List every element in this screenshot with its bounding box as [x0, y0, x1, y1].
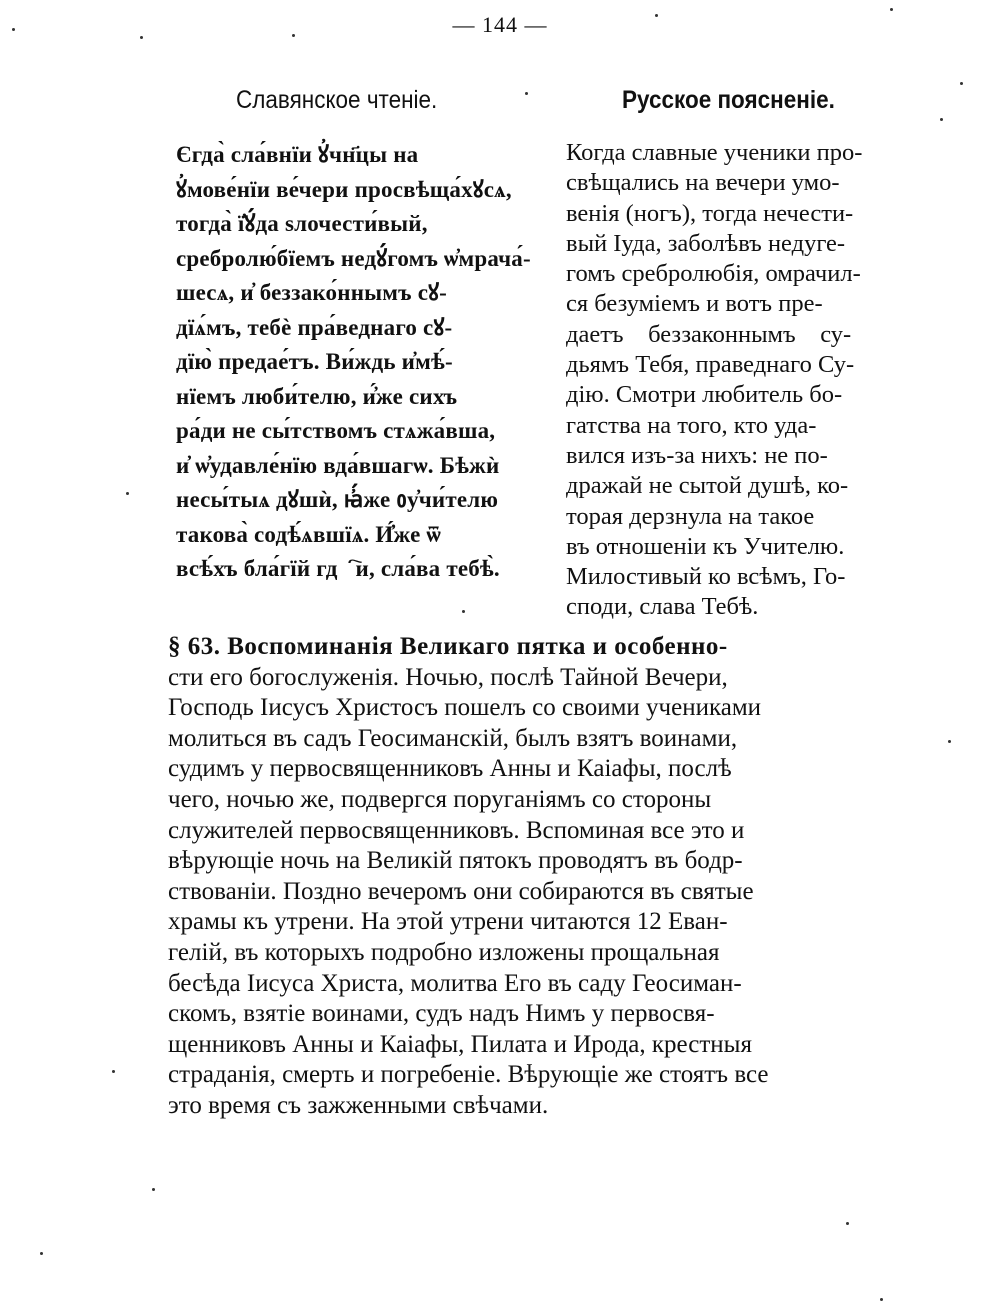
section-line: гелій, въ которыхъ подробно изложены прощальная: [168, 938, 720, 966]
section-line: скомъ, взятіе воинами, судъ надъ Нимъ у первосвя-: [168, 1000, 715, 1028]
slavonic-line: нїемъ люби́телю, и҆́же сихъ: [176, 383, 458, 409]
russian-line: дію. Смотри любитель бо-: [566, 381, 843, 409]
russian-line: свѣщались на вечери умо-: [566, 169, 840, 197]
russian-line: Милостивый ко всѣмъ, Го-: [566, 563, 846, 591]
section-line: служителей первосвященниковъ. Вспоминая все это и: [168, 816, 745, 844]
section-line: чего, ночью же, подвергся поруганіямъ со стороны: [168, 785, 712, 813]
scan-speck: [462, 610, 465, 613]
slavonic-line: шесѧ, и҆ беззако́ннымъ сꙋ-: [176, 280, 447, 305]
scan-speck: [126, 492, 129, 495]
section-line: бесѣда Іисуса Христа, молитва Его въ саду Геосиман-: [168, 969, 742, 997]
slavonic-line: дїю̀ предае́тъ. Ви́ждь и҆мѣ́-: [176, 349, 453, 374]
slavonic-line: ра́ди не сы́тствомъ стѧжа́вша,: [176, 418, 496, 443]
slavonic-line: тогда̀ ї҆ꙋ́да ѕлочести́вый,: [176, 211, 428, 236]
scan-speck: [960, 82, 963, 85]
section-line: страданія, смерть и погребеніе. Вѣрующіе же стоятъ все: [168, 1061, 769, 1089]
slavonic-line: несы́тыѧ дꙋшѝ, ꙗ҆́же ᲂу҆чи́телю: [176, 487, 499, 512]
page-number: — 144 —: [452, 12, 548, 37]
section-line: ствованіи. Поздно вечеромъ они собираются въ святые: [168, 877, 754, 905]
russian-line: въ отношеніи къ Учителю.: [566, 532, 845, 560]
scan-speck: [940, 118, 943, 121]
scan-speck: [112, 1070, 115, 1073]
russian-line: дражай не сытой душѣ, ко-: [566, 472, 849, 500]
section-line: щенниковъ Анны и Каіафы, Пилата и Ирода, крестныя: [168, 1030, 752, 1058]
slavonic-line: такова̀ содѣ́ѧвшїѧ. И҆́же ѿ: [176, 521, 441, 547]
scan-speck: [948, 740, 951, 743]
slavonic-line: Єгда̀ сла́внїи ꙋ҆чн҃цы на: [176, 142, 419, 167]
russian-line: даетъ беззаконнымъ су-: [566, 320, 852, 348]
slavonic-text: [176, 138, 531, 587]
section-line: молиться въ садъ Геосиманскій, былъ взятъ воинами,: [168, 724, 738, 752]
slavonic-line: и҆ ѡ҆удавле́нїю вда́вшагѡ. Бѣжѝ: [176, 452, 500, 478]
slavonic-line: всѣ́хъ бла́гїй гдⷭ҇и, сла́ва тебѣ̀.: [176, 556, 500, 581]
scan-speck: [655, 14, 658, 17]
russian-line: венія (ногъ), тогда нечести-: [566, 199, 854, 227]
russian-line: торая дерзнула на такое: [566, 502, 815, 530]
section-63: [168, 632, 769, 1122]
slavonic-line: дїѧ́мъ, тебѐ пра́веднаго сꙋ-: [176, 314, 453, 340]
scan-speck: [880, 1298, 883, 1301]
russian-line: гомъ сребролюбія, омрачил-: [566, 260, 861, 288]
scan-speck: [152, 1188, 155, 1191]
section-line: это время съ зажженными свѣчами.: [168, 1091, 549, 1119]
russian-line: споди, слава Тебѣ.: [566, 593, 759, 621]
russian-line: вился изъ-за нихъ: не по-: [566, 441, 828, 469]
scan-speck: [846, 1222, 849, 1225]
section-title: § 63. Воспоминанія Великаго пятка и особенно-: [168, 633, 728, 660]
scan-speck: [12, 28, 15, 31]
slavonic-line: сребролю́бїемъ недꙋ́гомъ ѡ҆мрача́-: [176, 245, 531, 271]
scan-speck: [525, 92, 528, 95]
section-line: судимъ у первосвященниковъ Анны и Каіафы, послѣ: [168, 755, 732, 783]
slavonic-column-heading: Славянское чтеніе.: [236, 86, 438, 114]
scan-speck: [890, 8, 893, 11]
scan-speck: [40, 1252, 43, 1255]
russian-column-heading: Русское поясненіе.: [622, 86, 835, 114]
russian-line: Когда славные ученики про-: [566, 139, 863, 166]
section-line: вѣрующіе ночь на Великій пятокъ проводятъ въ бодр-: [168, 847, 743, 875]
russian-line: гатства на того, кто уда-: [566, 411, 817, 439]
scan-speck: [140, 36, 143, 39]
slavonic-line: ꙋ҆мове́нїи ве́чери просвѣща́хꙋсѧ,: [176, 176, 512, 202]
russian-line: ся безуміемъ и вотъ пре-: [566, 290, 823, 318]
section-line: Господь Іисусъ Христосъ пошелъ со своими учениками: [168, 694, 762, 722]
russian-line: вый Іуда, заболѣвъ недуге-: [566, 229, 846, 257]
section-line: храмы къ утрени. На этой утрени читаются 12 Еван-: [168, 908, 728, 936]
russian-text: [566, 138, 862, 623]
scan-speck: [292, 34, 295, 37]
section-line: сти его богослуженія. Ночью, послѣ Тайной Вечери,: [168, 663, 728, 691]
russian-line: дьямъ Тебя, праведнаго Су-: [566, 351, 855, 379]
